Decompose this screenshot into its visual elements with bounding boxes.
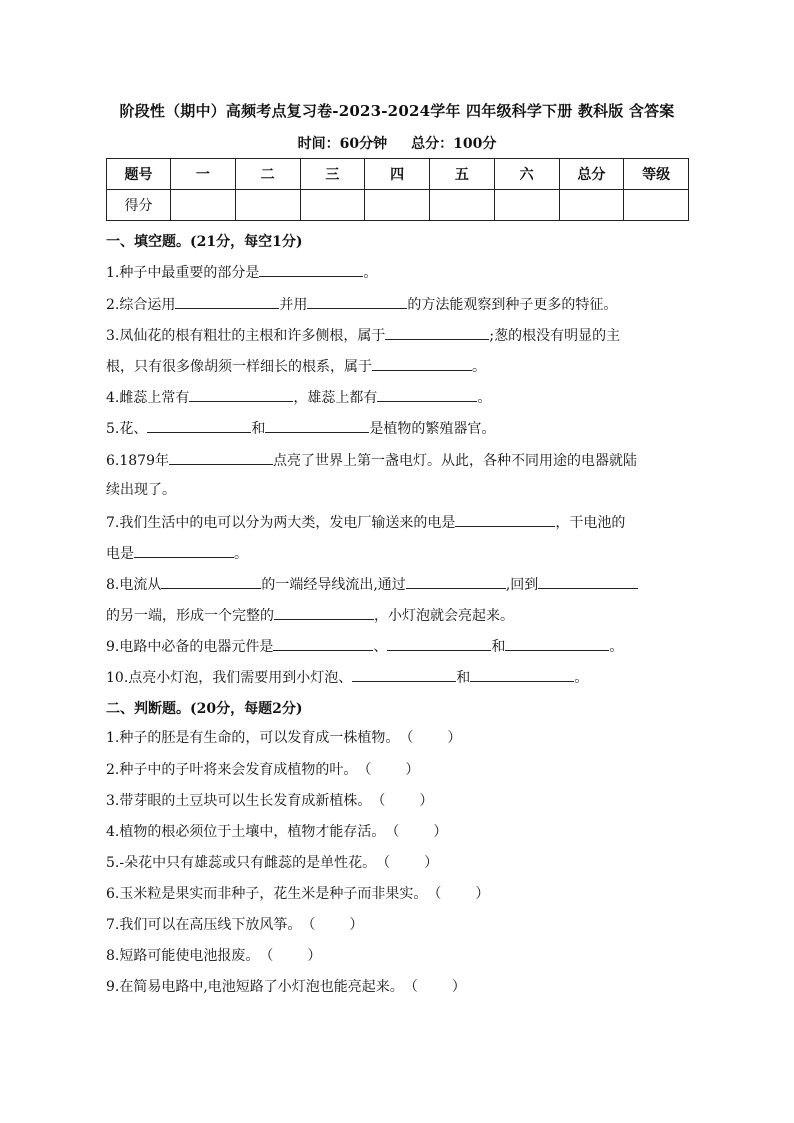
- answer-blank[interactable]: [387, 636, 491, 651]
- answer-blank[interactable]: [352, 667, 456, 682]
- fill-question-7: 7.我们生活中的电可以分为两大类，发电厂输送来的电是 ，干电池的: [106, 512, 625, 532]
- answer-parentheses[interactable]: （ ）: [259, 948, 322, 964]
- answer-blank[interactable]: [274, 605, 374, 620]
- judge-question: 6.玉米粒是果实而非种子，花生米是种子而非果实。（ ）: [106, 886, 490, 902]
- fill-question-7-cont: 电是 。: [106, 543, 248, 563]
- answer-blank[interactable]: [538, 574, 638, 589]
- answer-blank[interactable]: [161, 574, 261, 589]
- answer-blank[interactable]: [505, 636, 609, 651]
- judge-question: 3.带芽眼的土豆块可以生长发育成新植株。（ ）: [106, 793, 434, 809]
- score-cell[interactable]: [430, 190, 495, 221]
- answer-blank[interactable]: [265, 418, 369, 433]
- answer-blank[interactable]: [406, 574, 506, 589]
- answer-parentheses[interactable]: （ ）: [427, 886, 490, 902]
- fill-question-10: 10.点亮小灯泡，我们需要用到小灯泡、 和 。: [106, 667, 588, 687]
- fill-question-3: 3.凤仙花的根有粗壮的主根和许多侧根，属于 ;葱的根没有明显的主: [106, 325, 620, 345]
- answer-parentheses[interactable]: （ ）: [301, 917, 364, 933]
- judge-question: 9.在简易电路中,电池短路了小灯泡也能亮起来。（ ）: [106, 979, 466, 995]
- score-table-header: 四: [365, 159, 430, 190]
- judge-question: 2.种子中的子叶将来会发育成植物的叶。（ ）: [106, 762, 420, 778]
- answer-blank[interactable]: [470, 667, 574, 682]
- score-table-header: 总分: [559, 159, 624, 190]
- answer-blank[interactable]: [377, 387, 477, 402]
- fill-question-2: 2.综合运用 并用 的方法能观察到种子更多的特征。: [106, 294, 617, 314]
- judge-question: 4.植物的根必须位于土壤中，植物才能存活。（ ）: [106, 824, 448, 840]
- score-cell[interactable]: [559, 190, 624, 221]
- score-cell[interactable]: [494, 190, 559, 221]
- judge-question: 5.-朵花中只有雄蕊或只有雌蕊的是单性花。（ ）: [106, 855, 439, 871]
- score-table-header: 题号: [107, 159, 171, 190]
- score-table-header: 二: [235, 159, 300, 190]
- score-table-header: 五: [430, 159, 495, 190]
- score-cell[interactable]: [300, 190, 365, 221]
- fill-question-3-cont: 根，只有很多像胡须一样细长的根系，属于 。: [106, 356, 486, 376]
- score-table-header: 六: [494, 159, 559, 190]
- page-title: 阶段性（期中）高频考点复习卷-2023-2024学年 四年级科学下册 教科版 含答案: [119, 102, 675, 120]
- answer-parentheses[interactable]: （ ）: [357, 762, 420, 778]
- fill-question-6: 6.1879年 点亮了世界上第一盏电灯。从此，各种不同用途的电器就陆: [106, 450, 637, 470]
- section-fill-in-heading: 一、填空题。(21分，每空1分): [106, 234, 303, 250]
- answer-blank[interactable]: [372, 356, 472, 371]
- score-table-score-row: [107, 190, 689, 221]
- score-table-header-row: [107, 159, 689, 190]
- exam-info: [0, 133, 794, 153]
- answer-parentheses[interactable]: （ ）: [403, 979, 466, 995]
- score-table: [106, 158, 689, 221]
- answer-parentheses[interactable]: （ ）: [385, 824, 448, 840]
- score-table-header: 等级: [624, 159, 689, 190]
- score-cell[interactable]: [171, 190, 236, 221]
- answer-blank[interactable]: [189, 387, 293, 402]
- answer-blank[interactable]: [134, 543, 234, 558]
- score-row-label: 得分: [107, 190, 171, 221]
- answer-blank[interactable]: [147, 418, 251, 433]
- score-table-header: 三: [300, 159, 365, 190]
- score-cell[interactable]: [235, 190, 300, 221]
- judge-question: 1.种子的胚是有生命的，可以发育成一株植物。（ ）: [106, 730, 462, 746]
- fill-question-8-cont: 的另一端，形成一个完整的 ，小灯泡就会亮起来。: [106, 605, 514, 625]
- judge-question: 7.我们可以在高压线下放风筝。（ ）: [106, 917, 364, 933]
- score-cell[interactable]: [365, 190, 430, 221]
- answer-parentheses[interactable]: （ ）: [376, 855, 439, 871]
- answer-blank[interactable]: [169, 450, 273, 465]
- answer-blank[interactable]: [455, 512, 555, 527]
- fill-question-4: 4.雌蕊上常有 ，雄蕊上都有 。: [106, 387, 491, 407]
- answer-blank[interactable]: [385, 325, 489, 340]
- score-table-header: 一: [171, 159, 236, 190]
- fill-question-9: 9.电路中必备的电器元件是 、 和 。: [106, 636, 623, 656]
- fill-question-6-cont: 续出现了。: [106, 482, 176, 498]
- section-true-false-heading: 二、判断题。(20分，每题2分): [106, 701, 303, 717]
- fill-question-8: 8.电流从 的一端经导线流出,通过 ,回到: [106, 574, 638, 594]
- exam-total-score: 总分：100分: [411, 136, 497, 152]
- score-cell[interactable]: [624, 190, 689, 221]
- answer-blank[interactable]: [175, 294, 279, 309]
- fill-question-5: 5.花、 和 是植物的繁殖器官。: [106, 418, 495, 438]
- answer-blank[interactable]: [273, 636, 373, 651]
- answer-parentheses[interactable]: （ ）: [399, 730, 462, 746]
- fill-question-1: 1.种子中最重要的部分是 。: [106, 262, 377, 282]
- judge-question: 8.短路可能使电池报废。（ ）: [106, 948, 322, 964]
- exam-time: 时间：60分钟: [297, 136, 388, 152]
- answer-blank[interactable]: [307, 294, 407, 309]
- answer-blank[interactable]: [259, 262, 363, 277]
- answer-parentheses[interactable]: （ ）: [371, 793, 434, 809]
